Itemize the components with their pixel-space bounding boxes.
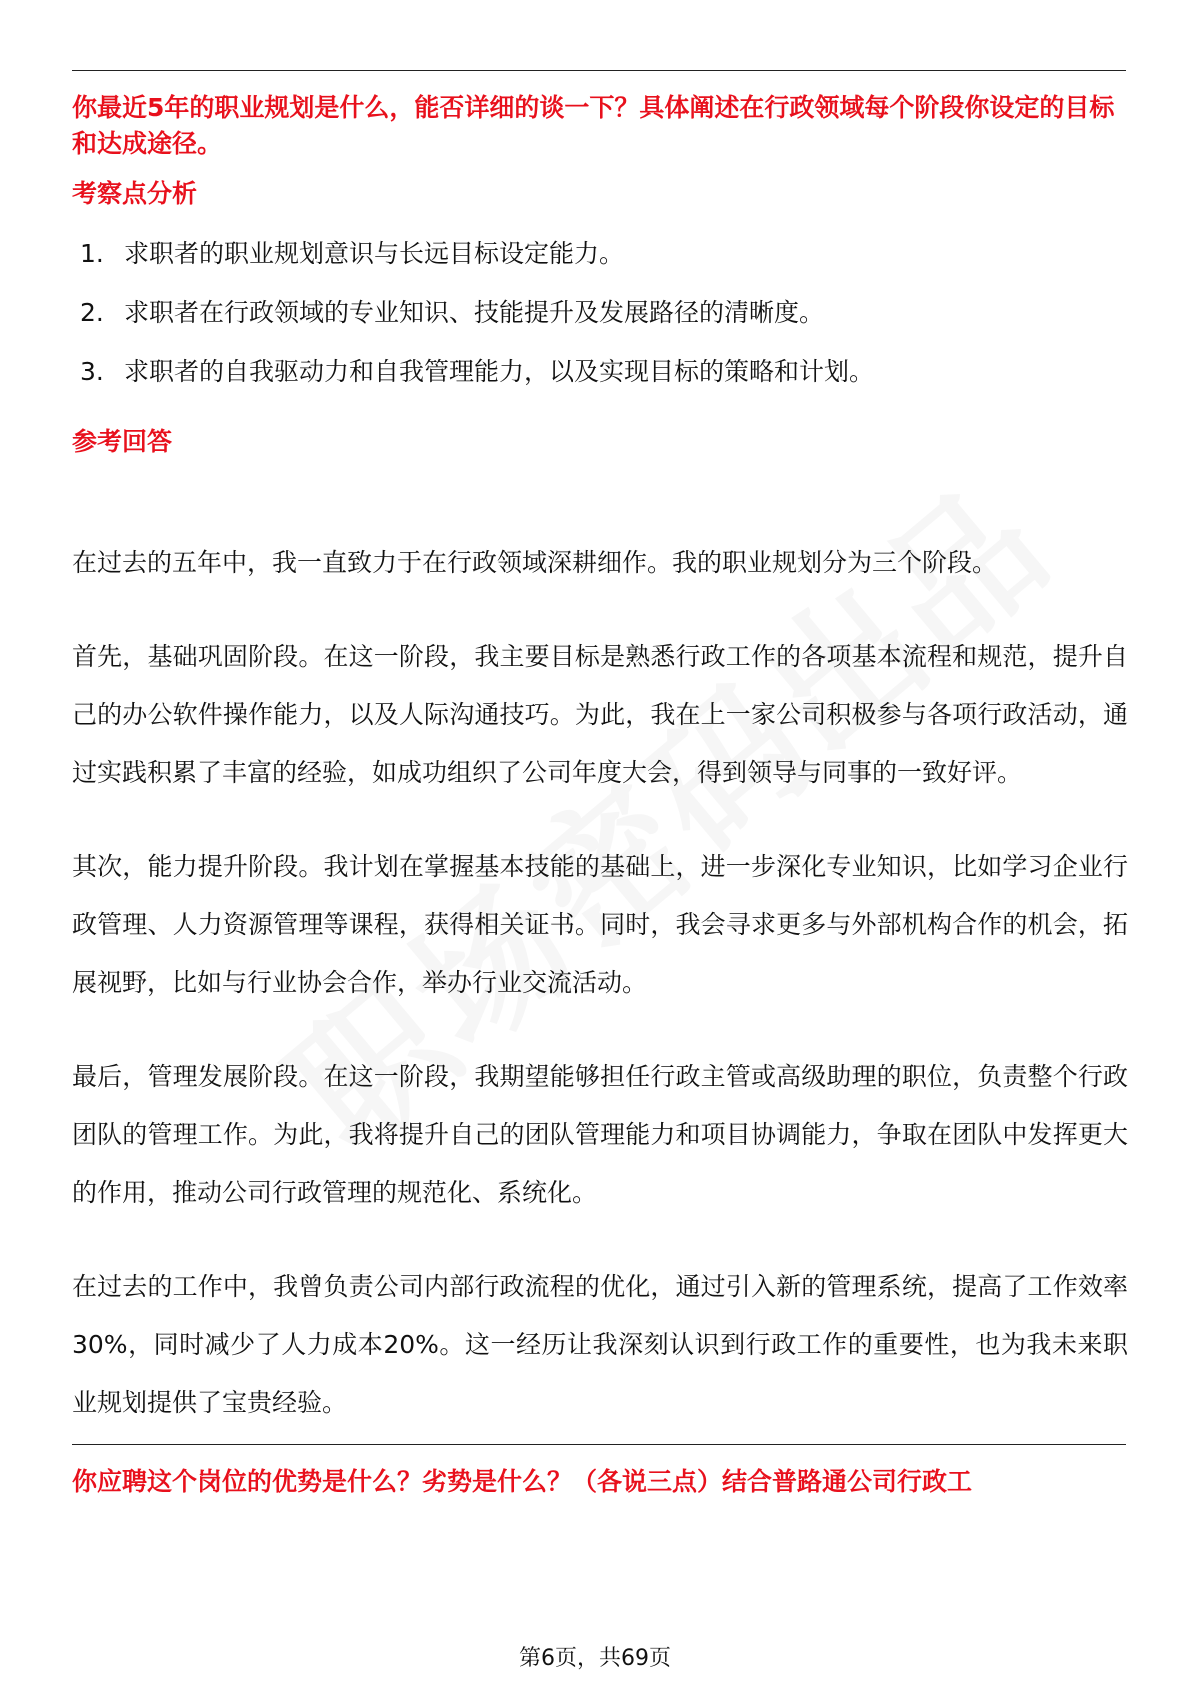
analysis-list bbox=[80, 236, 1120, 413]
answer-heading: 参考回答 bbox=[72, 427, 173, 456]
answer-paragraph: 其次，能力提升阶段。我计划在掌握基本技能的基础上，进一步深化专业知识，比如学习企业行政管理、人力资源管理等课程，获得相关证书。同时，我会寻求更多与外部机构合作的机会，拓展视野，比如与行业协会合作，举办行业交流活动。 bbox=[72, 852, 1128, 997]
list-item bbox=[80, 236, 1120, 272]
list-item-number: 3. bbox=[80, 357, 104, 386]
list-item bbox=[80, 295, 1120, 331]
list-item-text: 求职者在行政领域的专业知识、技能提升及发展路径的清晰度。 bbox=[124, 298, 825, 327]
answer-paragraph: 最后，管理发展阶段。在这一阶段，我期望能够担任行政主管或高级助理的职位，负责整个行政团队的管理工作。为此，我将提升自己的团队管理能力和项目协调能力，争取在团队中发挥更大的作用，推动公司行政管理的规范化、系统化。 bbox=[72, 1062, 1128, 1207]
answer-body bbox=[72, 534, 1128, 1468]
list-item-text: 求职者的自我驱动力和自我管理能力，以及实现目标的策略和计划。 bbox=[124, 357, 875, 386]
analysis-heading: 考察点分析 bbox=[72, 179, 198, 208]
answer-paragraph: 首先，基础巩固阶段。在这一阶段，我主要目标是熟悉行政工作的各项基本流程和规范，提升自己的办公软件操作能力，以及人际沟通技巧。为此，我在上一家公司积极参与各项行政活动，通过实践积累了丰富的经验，如成功组织了公司年度大会，得到领导与同事的一致好评。 bbox=[72, 642, 1128, 787]
bottom-divider bbox=[72, 1444, 1126, 1445]
answer-paragraph: 在过去的五年中，我一直致力于在行政领域深耕细作。我的职业规划分为三个阶段。 bbox=[72, 548, 998, 577]
page-footer: 第6页，共69页 bbox=[519, 1646, 671, 1671]
question-title: 你最近5年的职业规划是什么，能否详细的谈一下？具体阐述在行政领域每个阶段你设定的目标和达成途径。 bbox=[72, 93, 1115, 158]
list-item-number: 2. bbox=[80, 298, 104, 327]
list-item-number: 1. bbox=[80, 239, 104, 268]
list-item-text: 求职者的职业规划意识与长远目标设定能力。 bbox=[124, 239, 625, 268]
answer-paragraph: 在过去的工作中，我曾负责公司内部行政流程的优化，通过引入新的管理系统，提高了工作效率30%，同时减少了人力成本20%。这一经历让我深刻认识到行政工作的重要性，也为我未来职业规划提供了宝贵经验。 bbox=[72, 1272, 1128, 1417]
list-item bbox=[80, 354, 1120, 390]
top-divider bbox=[72, 70, 1126, 71]
next-question-title: 你应聘这个岗位的优势是什么？劣势是什么？（各说三点）结合普路通公司行政工 bbox=[72, 1467, 973, 1496]
